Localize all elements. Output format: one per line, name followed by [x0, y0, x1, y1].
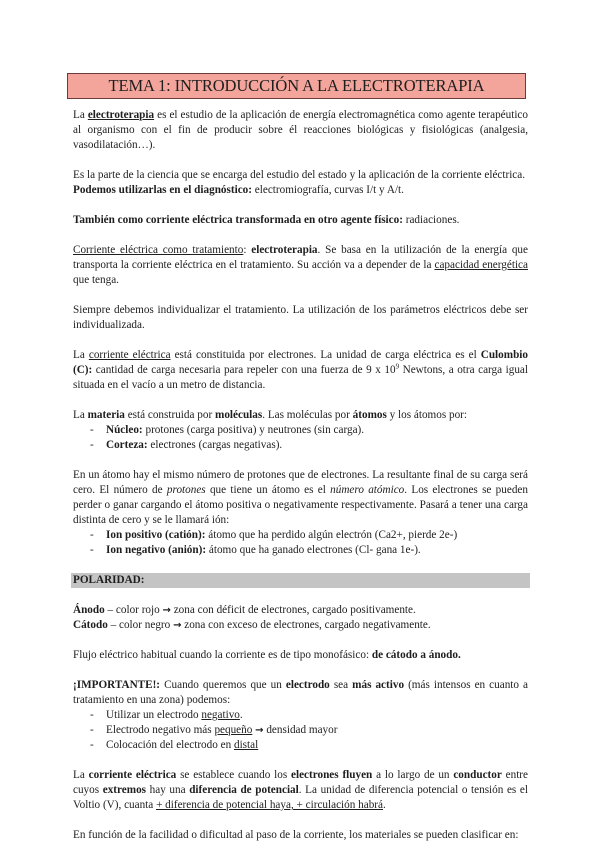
text-span: . Las moléculas por — [262, 409, 353, 421]
paragraph-treatment — [73, 243, 528, 288]
bold-span: electrodo — [285, 679, 330, 691]
text-span: (más intensos en cuanto a tratamiento en una zona) podemos: — [73, 679, 529, 706]
bold-span: más activo — [352, 679, 405, 691]
page-title: TEMA 1: INTRODUCCIÓN A LA ELECTROTERAPIA — [67, 73, 526, 99]
text-span: Utilizar un electrodo — [106, 709, 202, 721]
underlined-span: capacidad energética — [434, 259, 528, 271]
text-span: Cuando queremos que un — [160, 679, 286, 691]
text-span: Flujo eléctrico habitual cuando la corriente es de tipo monofásico: — [73, 649, 372, 661]
bold-span: extremos — [102, 784, 147, 796]
bold-span: conductor — [453, 769, 502, 781]
text-span: Es la parte de la ciencia que se encarga del estudio del estado y la aplicación de la corriente eléctrica. — [73, 169, 526, 181]
text-span: zona con déficit de electrones, cargado positivamente. — [170, 604, 416, 616]
bold-span: ¡IMPORTANTE!: — [73, 679, 161, 691]
text-span: sea — [329, 679, 353, 691]
text-span: a lo largo de un — [372, 769, 454, 781]
underlined-span: negativo — [201, 709, 240, 721]
text-span: está constituida por electrones. La unidad de carga eléctrica es el — [170, 349, 481, 361]
paragraph-radiation — [73, 213, 528, 228]
underlined-span: Corriente eléctrica como tratamiento — [73, 244, 244, 256]
paragraph-flow — [73, 648, 528, 663]
paragraph-current — [73, 768, 528, 813]
term-electroterapia: electroterapia — [87, 109, 155, 121]
list-item-text: átomo que ha ganado electrones (Cl- gana 1e-). — [206, 544, 421, 556]
bold-span: electrones fluyen — [291, 769, 373, 781]
bold-span: Podemos utilizarlas en el diagnóstico: — [73, 184, 252, 196]
paragraph-definition — [73, 168, 528, 198]
text-span: es el estudio de la aplicación de energía electromagnética como agente terapéutico al organismo con el fin de producir sobre él reacciones biológicas y fisiológicas (analgesia, vasodilatación…). — [73, 109, 528, 151]
text-span: densidad mayor — [263, 724, 338, 736]
text-span: cantidad de carga necesaria para repeler con una fuerza de 9 x 10 — [92, 364, 396, 376]
text-span: zona con exceso de electrones, cargado negativamente. — [181, 619, 431, 631]
text-span: Electrodo negativo más — [106, 724, 215, 736]
paragraph-coulomb — [73, 348, 528, 393]
bold-span: moléculas — [215, 409, 263, 421]
underlined-span: distal — [233, 739, 259, 751]
ions-list — [73, 528, 528, 558]
right-arrow-icon: → — [255, 725, 264, 736]
document-body — [73, 108, 528, 858]
list-item-label: Ion negativo (anión): — [106, 544, 207, 556]
bold-span: de cátodo a ánodo. — [371, 649, 461, 661]
text-span: . La unidad de diferencia potencial o tensión es el Voltio (V), cuanta — [73, 784, 528, 811]
text-span: La — [73, 409, 88, 421]
bold-span: Cátodo — [73, 619, 108, 631]
underlined-span: + diferencia de potencial haya, + circulación habrá — [156, 799, 383, 811]
section-heading-polaridad: POLARIDAD: — [71, 573, 530, 588]
text-span: que tiene un átomo es el — [205, 484, 331, 496]
bold-span: átomos — [352, 409, 387, 421]
text-span: En un átomo hay el mismo número de protones que de electrones. La resultante final de su carga será cero. El número de — [73, 469, 528, 496]
text-span: . — [239, 709, 243, 721]
list-item-label: Corteza: — [106, 439, 148, 451]
list-item-text: electrones (cargas negativas). — [147, 439, 283, 451]
text-span: entre cuyos — [73, 769, 528, 796]
paragraph-important — [73, 678, 528, 708]
text-span: La — [73, 349, 89, 361]
paragraph-matter — [73, 408, 528, 423]
list-item — [73, 438, 528, 453]
underlined-span: corriente eléctrica — [88, 349, 171, 361]
list-item — [73, 708, 528, 723]
italic-span: protones — [166, 484, 206, 496]
right-arrow-icon: → — [162, 605, 171, 616]
bold-span: También como corriente eléctrica transformada en otro agente físico: — [73, 214, 403, 226]
text-span: . Se basa en la utilización de la energía que transporta la corriente eléctrica en el tratamiento. Su acción va a depender de la — [73, 244, 528, 271]
text-span: – color rojo — [104, 604, 163, 616]
text-span: . Los electrones se pueden perder o ganar cargando el átomo positiva o negativamente respectivamente. Pasará a tener una carga distinta de cero y se le llamará ión: — [73, 484, 528, 526]
list-item-label: Núcleo: — [106, 424, 143, 436]
text-span: La — [73, 109, 88, 121]
text-span: electromiografía, curvas I/t y A/t. — [252, 184, 404, 196]
paragraph-ions — [73, 468, 528, 528]
bold-span: corriente eléctrica — [88, 769, 177, 781]
right-arrow-icon: → — [173, 620, 182, 631]
electrode-tips-list — [73, 708, 528, 753]
intro-paragraph — [73, 108, 528, 153]
list-item-text: protones (carga positiva) y neutrones (sin carga). — [142, 424, 365, 436]
catodo-line — [73, 618, 528, 633]
list-item — [73, 528, 528, 543]
bold-span: Culombio (C): — [73, 349, 528, 376]
bold-span: Ánodo — [73, 604, 105, 616]
list-item-text: átomo que ha perdido algún electrón (Ca2+, pierde 2e-) — [205, 529, 458, 541]
list-item — [73, 738, 528, 753]
list-item — [73, 543, 528, 558]
text-span: . — [383, 799, 386, 811]
superscript: 9 — [395, 362, 400, 371]
italic-span: número atómico — [330, 484, 405, 496]
text-span: : — [243, 244, 252, 256]
text-span: Newtons, a otra carga igual situada en el vacío a un metro de distancia. — [73, 364, 529, 391]
underlined-span: pequeño — [214, 724, 253, 736]
anodo-line — [73, 603, 528, 618]
text-span: que tenga. — [73, 274, 119, 286]
list-item — [73, 423, 528, 438]
text-span: hay una — [146, 784, 190, 796]
atom-parts-list — [73, 423, 528, 453]
text-span: – color negro — [107, 619, 174, 631]
text-span: La — [73, 769, 89, 781]
text-span: está construida por — [124, 409, 215, 421]
bold-span: materia — [87, 409, 125, 421]
text-span: Colocación del electrodo en — [106, 739, 234, 751]
list-item — [73, 723, 528, 738]
text-span: se establece cuando los — [176, 769, 291, 781]
text-span: y los átomos por: — [386, 409, 468, 421]
bold-span: diferencia de potencial — [189, 784, 299, 796]
paragraph-materials: En función de la facilidad o dificultad al paso de la corriente, los materiales se pueden clasificar en: — [73, 829, 519, 841]
text-span: radiaciones. — [402, 214, 460, 226]
bold-span: electroterapia — [251, 244, 318, 256]
list-item-label: Ion positivo (catión): — [106, 529, 206, 541]
paragraph-individualize: Siempre debemos individualizar el tratamiento. La utilización de los parámetros eléctricos debe ser individualizada. — [73, 304, 528, 331]
